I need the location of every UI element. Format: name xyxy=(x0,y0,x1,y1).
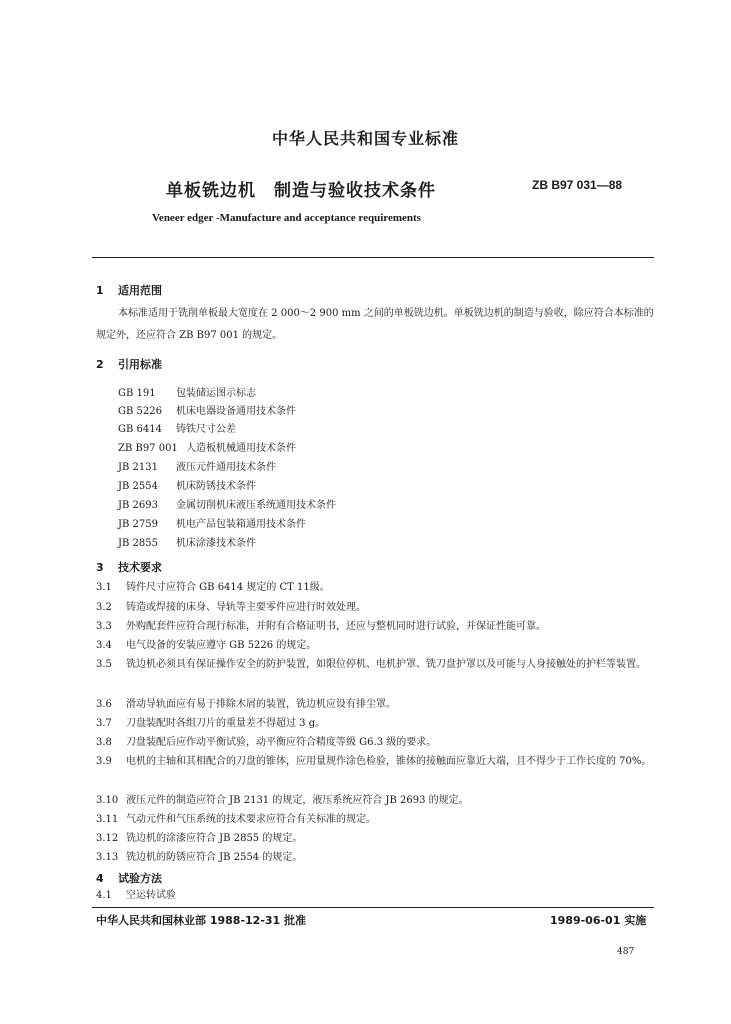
requirement-item xyxy=(96,636,656,656)
reference-item xyxy=(118,402,296,417)
requirement-item xyxy=(96,655,656,675)
reference-title: 金属切削机床液压系统通用技术条件 xyxy=(176,500,336,511)
reference-code: JB 2855 xyxy=(118,538,158,549)
requirement-text: 铸造或焊接的床身、导轨等主要零件应进行时效处理。 xyxy=(126,602,366,613)
requirement-number: 3.5 xyxy=(96,659,112,670)
section-title: 引用标准 xyxy=(118,358,162,371)
section-title: 试验方法 xyxy=(118,872,162,885)
reference-code: JB 2759 xyxy=(118,519,158,530)
reference-item xyxy=(118,439,296,454)
requirement-number: 3.11 xyxy=(96,814,119,825)
scope-paragraph: 本标准适用于铣削单板最大宽度在 2 000～2 900 mm 之间的单板铣边机。单板铣边机的制造与验收，除应符合本标准的规定外，还应符合 ZB B97 001 的规定。 xyxy=(96,308,654,341)
requirement-number: 3.3 xyxy=(96,621,112,632)
requirement-number: 3.13 xyxy=(96,852,119,863)
requirement-text: 铣边机的涂漆应符合 JB 2855 的规定。 xyxy=(126,833,303,844)
reference-item xyxy=(118,515,306,530)
reference-item xyxy=(118,534,256,549)
section-4-heading xyxy=(96,870,162,886)
requirement-item xyxy=(96,617,656,637)
reference-title: 包装储运图示标志 xyxy=(176,388,256,399)
reference-title: 机床防锈技术条件 xyxy=(176,481,256,492)
section-number: 1 xyxy=(96,284,104,297)
reference-code: JB 2131 xyxy=(118,462,158,473)
reference-title: 机床电器设备通用技术条件 xyxy=(176,406,296,417)
document-subtitle: Veneer edger -Manufacture and acceptance requirements xyxy=(152,212,421,224)
standard-code: ZB B97 031—88 xyxy=(532,178,623,192)
requirement-item xyxy=(96,810,656,830)
requirement-number: 3.6 xyxy=(96,699,112,710)
requirement-item xyxy=(96,714,656,734)
requirement-item xyxy=(96,829,656,849)
reference-title: 机电产品包装箱通用技术条件 xyxy=(176,519,306,530)
document-header: 中华人民共和国专业标准 xyxy=(271,129,459,148)
requirement-text: 电机的主轴和其相配合的刀盘的锥体，应用量规作涂色检验，锥体的接触面应靠近大端，且不得少于工作长度的 70%。 xyxy=(126,756,652,767)
reference-item xyxy=(118,384,256,399)
page-number: 487 xyxy=(617,947,635,957)
reference-code: GB 191 xyxy=(118,388,156,399)
requirement-text: 滑动导轨面应有易于排除木屑的装置，铣边机应设有排尘罩。 xyxy=(126,699,396,710)
requirement-item xyxy=(96,791,656,811)
requirement-text: 铸件尺寸应符合 GB 6414 规定的 CT 11级。 xyxy=(126,582,330,593)
requirement-text: 液压元件的制造应符合 JB 2131 的规定，液压系统应符合 JB 2693 的规定。 xyxy=(126,795,469,806)
requirement-number: 3.10 xyxy=(96,795,119,806)
requirement-number: 3.7 xyxy=(96,718,112,729)
reference-item xyxy=(118,496,336,511)
reference-code: GB 6414 xyxy=(118,424,162,435)
requirement-item xyxy=(96,752,656,772)
reference-title: 机床涂漆技术条件 xyxy=(176,538,256,549)
approval-line: 中华人民共和国林业部 1988-12-31 批准 xyxy=(96,914,307,927)
test-number: 4.1 xyxy=(96,890,112,901)
section-number: 4 xyxy=(96,872,104,885)
test-item xyxy=(96,886,656,906)
reference-code: JB 2554 xyxy=(118,481,158,492)
implementation-date: 1989-06-01 实施 xyxy=(550,914,647,927)
document-title: 单板铣边机 制造与验收技术条件 xyxy=(166,181,436,201)
requirement-number: 3.12 xyxy=(96,833,119,844)
requirement-number: 3.4 xyxy=(96,640,112,651)
requirement-text: 电气设备的安装应遵守 GB 5226 的规定。 xyxy=(126,640,317,651)
section-2-heading xyxy=(96,356,162,372)
section-title: 适用范围 xyxy=(118,284,162,297)
requirement-item xyxy=(96,695,656,715)
reference-title: 人造板机械通用技术条件 xyxy=(186,443,296,454)
requirement-number: 3.9 xyxy=(96,756,112,767)
reference-item xyxy=(118,458,276,473)
top-divider xyxy=(92,257,654,258)
bottom-divider xyxy=(92,907,654,908)
reference-title: 铸铁尺寸公差 xyxy=(176,424,236,435)
requirement-item xyxy=(96,848,656,868)
requirement-number: 3.2 xyxy=(96,602,112,613)
requirement-item xyxy=(96,578,656,598)
reference-code: GB 5226 xyxy=(118,406,162,417)
test-text: 空运转试验 xyxy=(126,890,176,901)
requirement-text: 铣边机必须具有保证操作安全的防护装置，如限位停机、电机护罩、铣刀盘护罩以及可能与人身接触处的护栏等装置。 xyxy=(126,659,646,670)
section-title: 技术要求 xyxy=(118,561,162,574)
reference-code: ZB B97 001 xyxy=(118,443,178,454)
requirement-number: 3.8 xyxy=(96,737,112,748)
section-number: 3 xyxy=(96,561,104,574)
requirement-text: 刀盘装配后应作动平衡试验，动平衡应符合精度等级 G6.3 级的要求。 xyxy=(126,737,437,748)
requirement-text: 外购配套件应符合现行标准，并附有合格证明书，还应与整机同时进行试验，并保证性能可靠。 xyxy=(126,621,546,632)
requirement-item xyxy=(96,733,656,753)
section-3-heading xyxy=(96,559,162,575)
section-number: 2 xyxy=(96,358,104,371)
requirement-text: 刀盘装配时各组刀片的重量差不得超过 3 g。 xyxy=(126,718,326,729)
reference-code: JB 2693 xyxy=(118,500,158,511)
requirement-item xyxy=(96,598,656,618)
requirement-text: 铣边机的防锈应符合 JB 2554 的规定。 xyxy=(126,852,303,863)
reference-title: 液压元件通用技术条件 xyxy=(176,462,276,473)
reference-item xyxy=(118,420,236,435)
reference-item xyxy=(118,477,256,492)
section-1-heading xyxy=(96,282,162,298)
requirement-number: 3.1 xyxy=(96,582,112,593)
requirement-text: 气动元件和气压系统的技术要求应符合有关标准的规定。 xyxy=(126,814,376,825)
